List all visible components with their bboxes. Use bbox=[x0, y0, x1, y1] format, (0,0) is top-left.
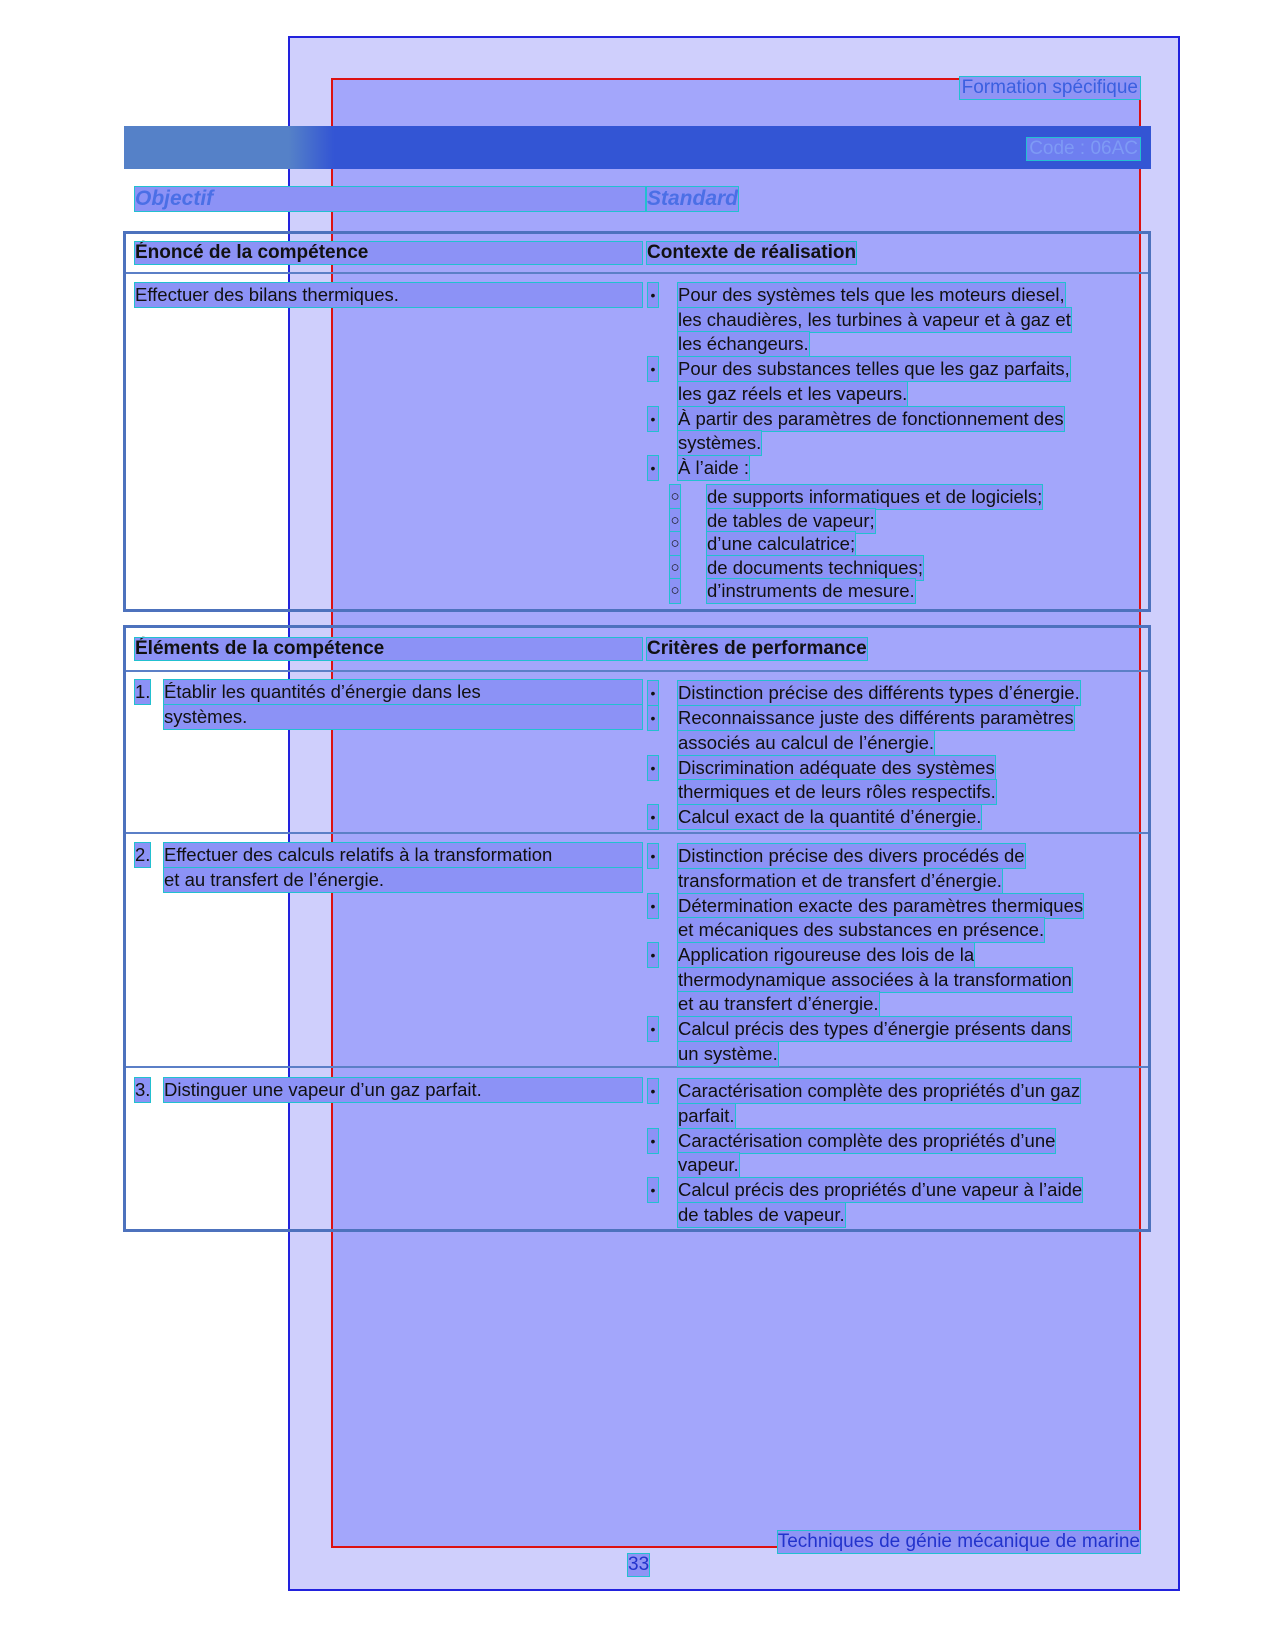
critere-line: associés au calcul de l’énergie. bbox=[678, 731, 935, 753]
bullet-icon: • bbox=[648, 805, 658, 829]
aide-line: de supports informatiques et de logiciels; bbox=[707, 486, 1043, 507]
critere-line: Calcul précis des types d’énergie présents dans bbox=[678, 1018, 1071, 1039]
bullet-icon: • bbox=[648, 706, 658, 730]
element-text: Établir les quantités d’énergie dans les bbox=[164, 680, 642, 704]
critere-line: parfait. bbox=[678, 1104, 735, 1126]
sub-bullet-icon: ○ bbox=[670, 532, 680, 556]
bullet-icon: • bbox=[648, 283, 658, 307]
critere-line: Calcul précis des propriétés d’une vapeur à l’aide bbox=[678, 1179, 1083, 1200]
critere-line: Distinction précise des divers procédés de bbox=[678, 845, 1025, 866]
critere-line: thermiques et de leurs rôles respectifs. bbox=[678, 781, 996, 802]
critere-line: de tables de vapeur. bbox=[678, 1203, 845, 1225]
critere-line: Détermination exacte des paramètres thermiques bbox=[678, 894, 1084, 916]
aide-line: de documents techniques; bbox=[707, 556, 923, 578]
contexte-line: À l’aide : bbox=[678, 457, 749, 478]
critere-line: un système. bbox=[678, 1042, 778, 1064]
bullet-icon: • bbox=[648, 943, 658, 967]
formation-label: Formation spécifique bbox=[961, 77, 1138, 98]
critere-line: Calcul exact de la quantité d’énergie. bbox=[678, 806, 982, 827]
sub-bullet-icon: ○ bbox=[670, 579, 680, 603]
aide-line: d’instruments de mesure. bbox=[707, 580, 915, 602]
bullet-icon: • bbox=[648, 1178, 658, 1202]
critere-line: et mécaniques des substances en présence. bbox=[678, 919, 1045, 940]
critere-line: et au transfert d’énergie. bbox=[678, 993, 879, 1014]
row-divider bbox=[126, 832, 1148, 834]
code-band bbox=[124, 126, 1151, 169]
element-text: Distinguer une vapeur d’un gaz parfait. bbox=[164, 1078, 642, 1102]
critere-line: vapeur. bbox=[678, 1154, 739, 1175]
table-header-rule bbox=[126, 272, 1148, 274]
bullet-icon: • bbox=[648, 681, 658, 705]
bullet-icon: • bbox=[648, 1129, 658, 1153]
elements-header: Éléments de la compétence bbox=[135, 638, 642, 660]
contexte-line: les chaudières, les turbines à vapeur et à gaz et bbox=[678, 308, 1071, 330]
bullet-icon: • bbox=[648, 407, 658, 431]
objectif-title: Objectif bbox=[135, 187, 645, 211]
program-footer: Techniques de génie mécanique de marine bbox=[777, 1531, 1140, 1552]
aide-line: de tables de vapeur; bbox=[707, 509, 875, 531]
aide-line: d’une calculatrice; bbox=[707, 533, 856, 555]
standard-title: Standard bbox=[647, 187, 739, 210]
page-number: 33 bbox=[628, 1554, 650, 1575]
code-label: Code : 06AC bbox=[1029, 138, 1138, 159]
bullet-icon: • bbox=[648, 894, 658, 918]
sub-bullet-icon: ○ bbox=[670, 485, 680, 509]
contexte-line: les gaz réels et les vapeurs. bbox=[678, 382, 908, 404]
bullet-icon: • bbox=[648, 844, 658, 868]
bullet-icon: • bbox=[648, 456, 658, 480]
critere-line: Caractérisation complète des propriétés d’une bbox=[678, 1129, 1056, 1151]
critere-line: Caractérisation complète des propriétés d’un gaz bbox=[678, 1080, 1081, 1101]
bullet-icon: • bbox=[648, 1017, 658, 1041]
critere-line: thermodynamique associées à la transformation bbox=[678, 968, 1072, 990]
critere-line: Reconnaissance juste des différents paramètres bbox=[678, 707, 1074, 728]
contexte-line: Pour des substances telles que les gaz parfaits, bbox=[678, 358, 1070, 379]
table-header-rule bbox=[126, 670, 1148, 672]
element-number: 2. bbox=[135, 844, 151, 865]
critere-line: transformation et de transfert d’énergie. bbox=[678, 869, 1002, 891]
contexte-line: systèmes. bbox=[678, 432, 762, 453]
element-number: 3. bbox=[135, 1079, 151, 1100]
element-text: Effectuer des calculs relatifs à la transformation bbox=[164, 843, 642, 867]
critere-line: Discrimination adéquate des systèmes bbox=[678, 756, 995, 778]
contexte-line: Pour des systèmes tels que les moteurs diesel, bbox=[678, 284, 1065, 305]
critere-line: Application rigoureuse des lois de la bbox=[678, 944, 975, 965]
bullet-icon: • bbox=[648, 357, 658, 381]
element-number: 1. bbox=[135, 681, 151, 702]
bullet-icon: • bbox=[648, 1079, 658, 1103]
sub-bullet-icon: ○ bbox=[670, 556, 680, 580]
element-text: systèmes. bbox=[164, 705, 642, 729]
criteres-header: Critères de performance bbox=[647, 638, 867, 659]
contexte-line: les échangeurs. bbox=[678, 333, 809, 354]
critere-line: Distinction précise des différents types d’énergie. bbox=[678, 682, 1080, 703]
enonce-text: Effectuer des bilans thermiques. bbox=[135, 283, 642, 307]
bullet-icon: • bbox=[648, 756, 658, 780]
row-divider bbox=[126, 1066, 1148, 1068]
contexte-header: Contexte de réalisation bbox=[647, 242, 857, 263]
sub-bullet-icon: ○ bbox=[670, 509, 680, 533]
contexte-line: À partir des paramètres de fonctionnement des bbox=[678, 407, 1064, 429]
element-text: et au transfert de l’énergie. bbox=[164, 868, 642, 892]
enonce-header: Énoncé de la compétence bbox=[135, 242, 642, 264]
